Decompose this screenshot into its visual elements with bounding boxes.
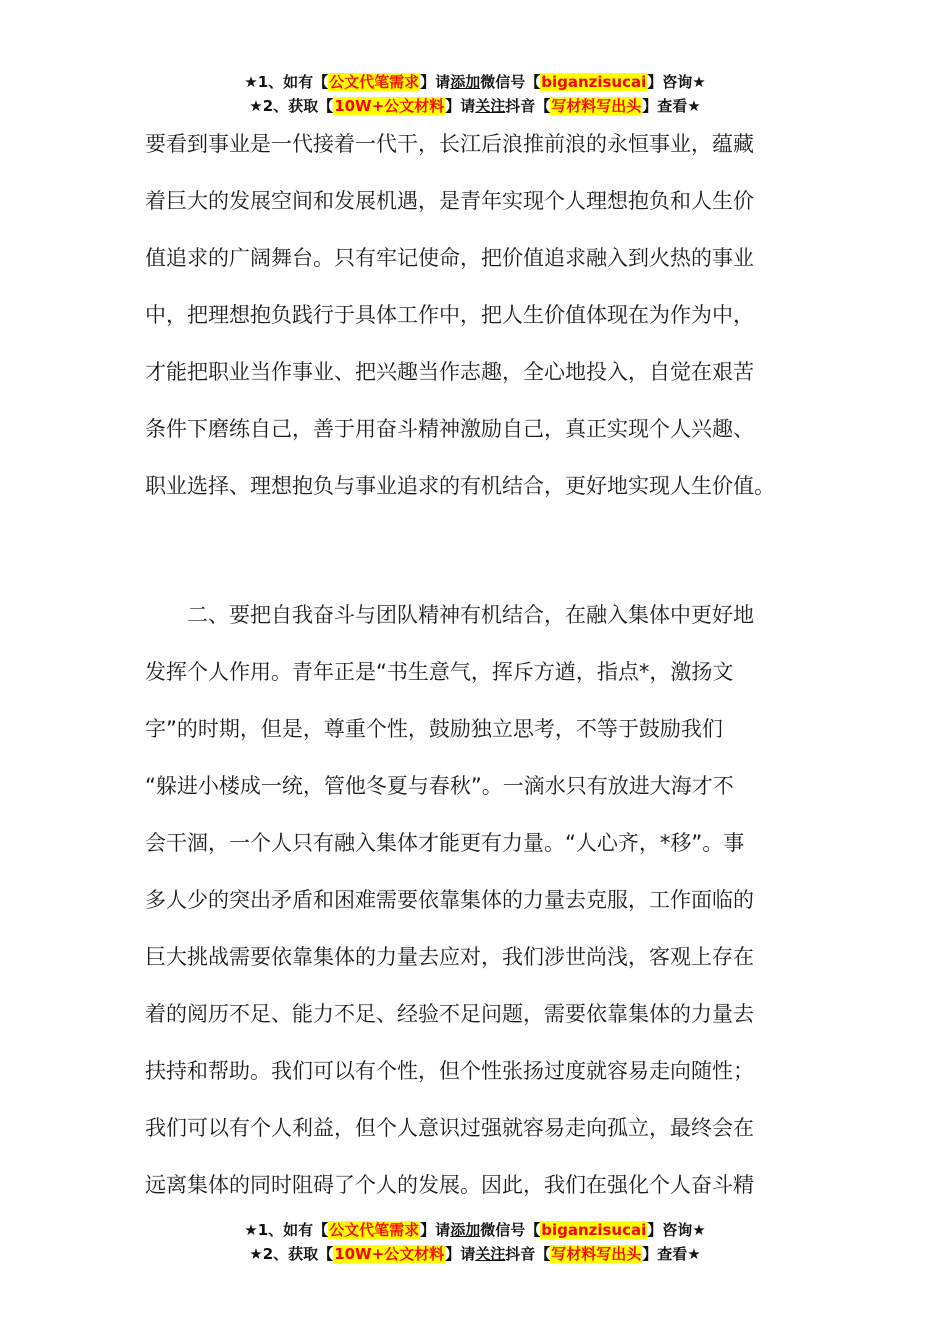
- banner-highlight: biganzisucai: [541, 1221, 647, 1239]
- banner-text: 抖音【: [505, 97, 551, 115]
- banner-text: 】请: [420, 1221, 451, 1239]
- banner-text: ★1、如有【: [244, 1221, 329, 1239]
- banner-highlight: 公文代笔需求: [329, 1221, 420, 1239]
- banner-text: 抖音【: [505, 1245, 551, 1263]
- text-line: 巨大挑战需要依靠集体的力量去应对，我们涉世尚浅，客观上存在: [145, 945, 754, 969]
- text-line: 着的阅历不足、能力不足、经验不足问题，需要依靠集体的力量去: [145, 1002, 754, 1026]
- paragraph-2: [145, 587, 810, 1214]
- footer-banner: [0, 1218, 950, 1266]
- banner-highlight: 写材料写出头: [551, 1245, 642, 1263]
- banner-highlight: 写材料写出头: [551, 97, 642, 115]
- banner-text: 】请: [445, 97, 476, 115]
- text-line: 才能把职业当作事业、把兴趣当作志趣，全心地投入，自觉在艰苦: [145, 360, 754, 384]
- text-line: 条件下磨练自己，善于用奋斗精神激励自己，真正实现个人兴趣、: [145, 417, 754, 441]
- banner-text: 】咨询★: [647, 1221, 706, 1239]
- text-line: 多人少的突出矛盾和困难需要依靠集体的力量去克服，工作面临的: [145, 888, 754, 912]
- banner-text: ★2、获取【: [249, 97, 334, 115]
- banner-line-2: [0, 1242, 950, 1266]
- text-line: 扶持和帮助。我们可以有个性，但个性张扬过度就容易走向随性；: [145, 1059, 754, 1083]
- banner-line-1: [0, 1218, 950, 1242]
- banner-text: 微信号【: [480, 1221, 541, 1239]
- text-line: 发挥个人作用。青年正是“书生意气，挥斥方遒，指点*，激扬文: [145, 660, 734, 684]
- text-line: 值追求的广阔舞台。只有牢记使命，把价值追求融入到火热的事业: [145, 246, 754, 270]
- banner-underlined: 关注: [475, 97, 506, 115]
- banner-highlight: 10W+公文材料: [334, 1245, 445, 1263]
- header-banner: [0, 70, 950, 118]
- text-line: “躲进小楼成一统，管他冬夏与春秋”。一滴水只有放进大海才不: [145, 774, 734, 798]
- text-line: 会干涸，一个人只有融入集体才能更有力量。“人心齐，*移”。事: [145, 831, 745, 855]
- banner-highlight: 公文代笔需求: [329, 73, 420, 91]
- banner-text: 微信号【: [480, 73, 541, 91]
- banner-underlined: 添加: [450, 73, 481, 91]
- banner-underlined: 添加: [450, 1221, 481, 1239]
- banner-text: 】请: [445, 1245, 476, 1263]
- text-line: 职业选择、理想抱负与事业追求的有机结合，更好地实现人生价值。: [145, 474, 775, 498]
- banner-text: ★1、如有【: [244, 73, 329, 91]
- banner-text: 】查看★: [642, 1245, 701, 1263]
- text-line: 我们可以有个人利益，但个人意识过强就容易走向孤立，最终会在: [145, 1116, 754, 1140]
- banner-highlight: 10W+公文材料: [334, 97, 445, 115]
- text-line: 中，把理想抱负践行于具体工作中，把人生价值体现在为作为中，: [145, 303, 754, 327]
- banner-text: 】咨询★: [647, 73, 706, 91]
- paragraph-1: [145, 116, 810, 515]
- text-line: 远离集体的同时阻碍了个人的发展。因此，我们在强化个人奋斗精: [145, 1173, 754, 1197]
- banner-line-1: [0, 70, 950, 94]
- text-line: 二、要把自我奋斗与团队精神有机结合，在融入集体中更好地: [145, 603, 754, 627]
- text-line: 着巨大的发展空间和发展机遇，是青年实现个人理想抱负和人生价: [145, 189, 754, 213]
- text-line: 要看到事业是一代接着一代干，长江后浪推前浪的永恒事业，蕴藏: [145, 132, 754, 156]
- banner-underlined: 关注: [475, 1245, 506, 1263]
- banner-text: 】请: [420, 73, 451, 91]
- banner-highlight: biganzisucai: [541, 73, 647, 91]
- banner-line-2: [0, 94, 950, 118]
- banner-text: 】查看★: [642, 97, 701, 115]
- text-line: 字”的时期，但是，尊重个性，鼓励独立思考，不等于鼓励我们: [145, 717, 723, 741]
- banner-text: ★2、获取【: [249, 1245, 334, 1263]
